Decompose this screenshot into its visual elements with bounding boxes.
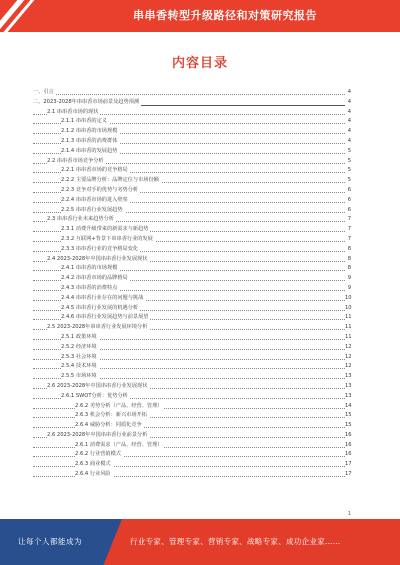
toc-entry-label: 2.4.1 串串香的市场规模 bbox=[61, 264, 119, 274]
toc-entry-label: 2.1.1 串串香的定义 bbox=[61, 117, 109, 127]
toc-entry[interactable] bbox=[33, 343, 351, 353]
toc-entry[interactable] bbox=[33, 362, 351, 372]
toc-entry-page: 8 bbox=[345, 245, 351, 255]
toc-entry-page: 12 bbox=[345, 362, 351, 372]
toc-entry-page: 11 bbox=[345, 323, 351, 333]
toc-entry-label: 2.4.6 串串香行业发展趋势与前景展望 bbox=[61, 313, 150, 323]
toc-entry-page: 5 bbox=[345, 147, 351, 157]
toc-entry[interactable] bbox=[33, 323, 351, 333]
toc-entry[interactable] bbox=[33, 137, 351, 147]
toc-entry-label: 2.3.1 消费升级带来的新需求与新趋势 bbox=[61, 225, 150, 235]
toc-entry-label: 2.1.2 串串香的市场规模 bbox=[61, 127, 119, 137]
toc-entry-label: 2.2.1 串串香市场的竞争格局 bbox=[61, 166, 130, 176]
toc-entry-page: 9 bbox=[345, 274, 351, 284]
toc-entry-label: 2.3.2 互联网+背景下串串香行业的发展 bbox=[61, 235, 155, 245]
toc-entry-label: 2.4.4 串串香行业存在的问题与挑战 bbox=[61, 294, 145, 304]
toc-entry[interactable] bbox=[33, 206, 351, 216]
toc-entry-label: 2.4.5 串串香行业发展的机遇分析 bbox=[61, 304, 140, 314]
toc-entry[interactable] bbox=[33, 166, 351, 176]
toc-entry-page: 16 bbox=[345, 450, 351, 460]
toc-entry-page: 17 bbox=[345, 460, 351, 470]
toc-entry[interactable] bbox=[33, 245, 351, 255]
toc-entry-page: 7 bbox=[345, 235, 351, 245]
toc-entry-page: 11 bbox=[345, 313, 351, 323]
toc-entry-page: 12 bbox=[345, 343, 351, 353]
toc-entry[interactable] bbox=[33, 186, 351, 196]
toc-entry-page: 4 bbox=[345, 108, 351, 118]
toc-entry[interactable] bbox=[33, 421, 351, 431]
toc-entry-page: 7 bbox=[345, 215, 351, 225]
toc-entry[interactable] bbox=[33, 274, 351, 284]
toc-entry-label: 2.6 2023-2028年中国串串香行业发展现状 bbox=[47, 382, 149, 392]
toc-entry[interactable] bbox=[33, 147, 351, 157]
report-title: 串串香转型升级路径和对策研究报告 bbox=[133, 9, 317, 22]
toc-entry-label: 二、2023-2028年串串香市场前景及趋势预测 bbox=[33, 98, 141, 108]
toc-entry-label: 2.6.1 SWOT分析：优势分析 bbox=[61, 392, 130, 402]
toc-entry[interactable] bbox=[33, 235, 351, 245]
toc-entry[interactable] bbox=[33, 176, 351, 186]
toc-entry-label: 2.6 2023-2028年中国串串香行业前景分析 bbox=[47, 431, 149, 441]
toc-entry-page: 8 bbox=[345, 255, 351, 265]
toc-entry-page: 5 bbox=[345, 166, 351, 176]
toc-entry-page: 4 bbox=[345, 137, 351, 147]
toc-entry-label: 2.6.1 消费需求（产品、经营、管理） bbox=[75, 441, 164, 451]
toc-entry-label: 2.1.3 串串香的消费群体 bbox=[61, 137, 119, 147]
toc-entry-label: 2.3 串串香行业未来趋势分析 bbox=[47, 215, 116, 225]
toc-entry-label: 2.6.2 行业营销模式 bbox=[75, 450, 123, 460]
toc-entry[interactable] bbox=[33, 382, 351, 392]
toc-entry-label: 一、引言 bbox=[33, 88, 56, 98]
toc-entry-label: 2.4.2 串串香市场的品牌格局 bbox=[61, 274, 130, 284]
toc-entry[interactable] bbox=[33, 470, 351, 480]
toc-entry-page: 10 bbox=[345, 294, 351, 304]
toc-entry[interactable] bbox=[33, 372, 351, 382]
toc-entry[interactable] bbox=[33, 294, 351, 304]
toc-entry-label: 2.4 2023-2028年中国串串香行业发展现状 bbox=[47, 255, 149, 265]
toc-leader-dots bbox=[33, 94, 345, 95]
toc-entry-page: 6 bbox=[345, 206, 351, 216]
toc-entry-label: 2.6.2 劣势分析（产品、经营、管理） bbox=[75, 402, 164, 412]
toc-entry-label: 2.5.1 政策环境 bbox=[61, 333, 99, 343]
toc-entry[interactable] bbox=[33, 88, 351, 98]
toc-entry-page: 4 bbox=[345, 117, 351, 127]
toc-entry-page: 16 bbox=[345, 431, 351, 441]
toc-entry[interactable] bbox=[33, 304, 351, 314]
toc-entry[interactable] bbox=[33, 157, 351, 167]
page-number: 1 bbox=[347, 511, 351, 517]
toc-entry-page: 16 bbox=[345, 441, 351, 451]
toc-entry[interactable] bbox=[33, 411, 351, 421]
toc-entry[interactable] bbox=[33, 264, 351, 274]
toc-entry[interactable] bbox=[33, 255, 351, 265]
toc-entry-label: 2.5.5 市场环境 bbox=[61, 372, 99, 382]
toc-entry-page: 6 bbox=[345, 196, 351, 206]
toc-entry[interactable] bbox=[33, 98, 351, 108]
toc-entry[interactable] bbox=[33, 450, 351, 460]
toc-entry[interactable] bbox=[33, 392, 351, 402]
toc-entry-page: 17 bbox=[345, 470, 351, 480]
table-of-contents bbox=[33, 88, 351, 480]
toc-entry-page: 14 bbox=[345, 402, 351, 412]
toc-entry-page: 12 bbox=[345, 353, 351, 363]
toc-entry-page: 5 bbox=[345, 176, 351, 186]
toc-heading: 内容目录 bbox=[171, 56, 228, 71]
toc-entry-page: 13 bbox=[345, 382, 351, 392]
toc-entry-label: 2.2 串串香市场竞争分析 bbox=[47, 157, 106, 167]
toc-entry-label: 2.3.3 串串香行业的竞争格局变化 bbox=[61, 245, 140, 255]
toc-entry[interactable] bbox=[33, 431, 351, 441]
toc-entry[interactable] bbox=[33, 460, 351, 470]
toc-entry[interactable] bbox=[33, 225, 351, 235]
footer-slogan-right: 行业专家、管理专家、营销专家、战略专家、成功企业家…… bbox=[130, 537, 341, 546]
toc-entry-page: 8 bbox=[345, 264, 351, 274]
toc-entry-label: 2.2.3 竞争对手的优势与劣势分析 bbox=[61, 186, 140, 196]
toc-entry-label: 2.5.2 经济环境 bbox=[61, 343, 99, 353]
toc-entry-label: 2.2.2 主要品牌分析：品牌定位与市场份额 bbox=[61, 176, 161, 186]
toc-entry[interactable] bbox=[33, 333, 351, 343]
toc-entry-page: 15 bbox=[345, 421, 351, 431]
footer-banner bbox=[0, 519, 400, 565]
toc-entry-label: 2.2.4 串串香市场的进入壁垒 bbox=[61, 196, 130, 206]
toc-entry[interactable] bbox=[33, 353, 351, 363]
toc-entry-page: 6 bbox=[345, 186, 351, 196]
report-header bbox=[0, 0, 400, 32]
toc-entry-label: 2.2.5 串串香行业发展趋势 bbox=[61, 206, 125, 216]
toc-entry-page: 11 bbox=[345, 333, 351, 343]
toc-entry-label: 2.6.4 威胁分析：同质化竞争 bbox=[75, 421, 144, 431]
toc-entry-page: 9 bbox=[345, 284, 351, 294]
toc-entry-label: 2.6.3 机会分析：新兴市场开拓 bbox=[75, 411, 149, 421]
toc-entry-page: 13 bbox=[345, 392, 351, 402]
toc-entry[interactable] bbox=[33, 127, 351, 137]
toc-entry[interactable] bbox=[33, 402, 351, 412]
toc-entry-label: 2.1 串串香市场的现状 bbox=[47, 108, 100, 118]
toc-entry-page: 15 bbox=[345, 411, 351, 421]
toc-entry[interactable] bbox=[33, 284, 351, 294]
toc-entry-label: 2.6.4 行业风险 bbox=[75, 470, 113, 480]
toc-entry-label: 2.5 2023-2028年串串香行业发展环境分析 bbox=[47, 323, 149, 333]
toc-entry-page: 4 bbox=[345, 127, 351, 137]
toc-entry-page: 7 bbox=[345, 225, 351, 235]
toc-entry-label: 2.4.3 串串香的消费特点 bbox=[61, 284, 119, 294]
toc-entry-page: 4 bbox=[345, 88, 351, 98]
toc-entry-page: 10 bbox=[345, 304, 351, 314]
toc-entry-page: 4 bbox=[345, 98, 351, 108]
toc-entry[interactable] bbox=[33, 441, 351, 451]
toc-entry-label: 2.5.4 技术环境 bbox=[61, 362, 99, 372]
toc-entry[interactable] bbox=[33, 215, 351, 225]
toc-entry-page: 13 bbox=[345, 372, 351, 382]
toc-entry[interactable] bbox=[33, 117, 351, 127]
toc-entry[interactable] bbox=[33, 108, 351, 118]
footer-slogan-left: 让每个人都能成为 bbox=[18, 537, 82, 546]
toc-entry-label: 2.6.3 商业模式 bbox=[75, 460, 113, 470]
toc-entry-label: 2.5.3 社会环境 bbox=[61, 353, 99, 363]
toc-entry-label: 2.1.4 串串香的发展趋势 bbox=[61, 147, 119, 157]
toc-entry[interactable] bbox=[33, 196, 351, 206]
toc-entry-page: 5 bbox=[345, 157, 351, 167]
toc-entry[interactable] bbox=[33, 313, 351, 323]
